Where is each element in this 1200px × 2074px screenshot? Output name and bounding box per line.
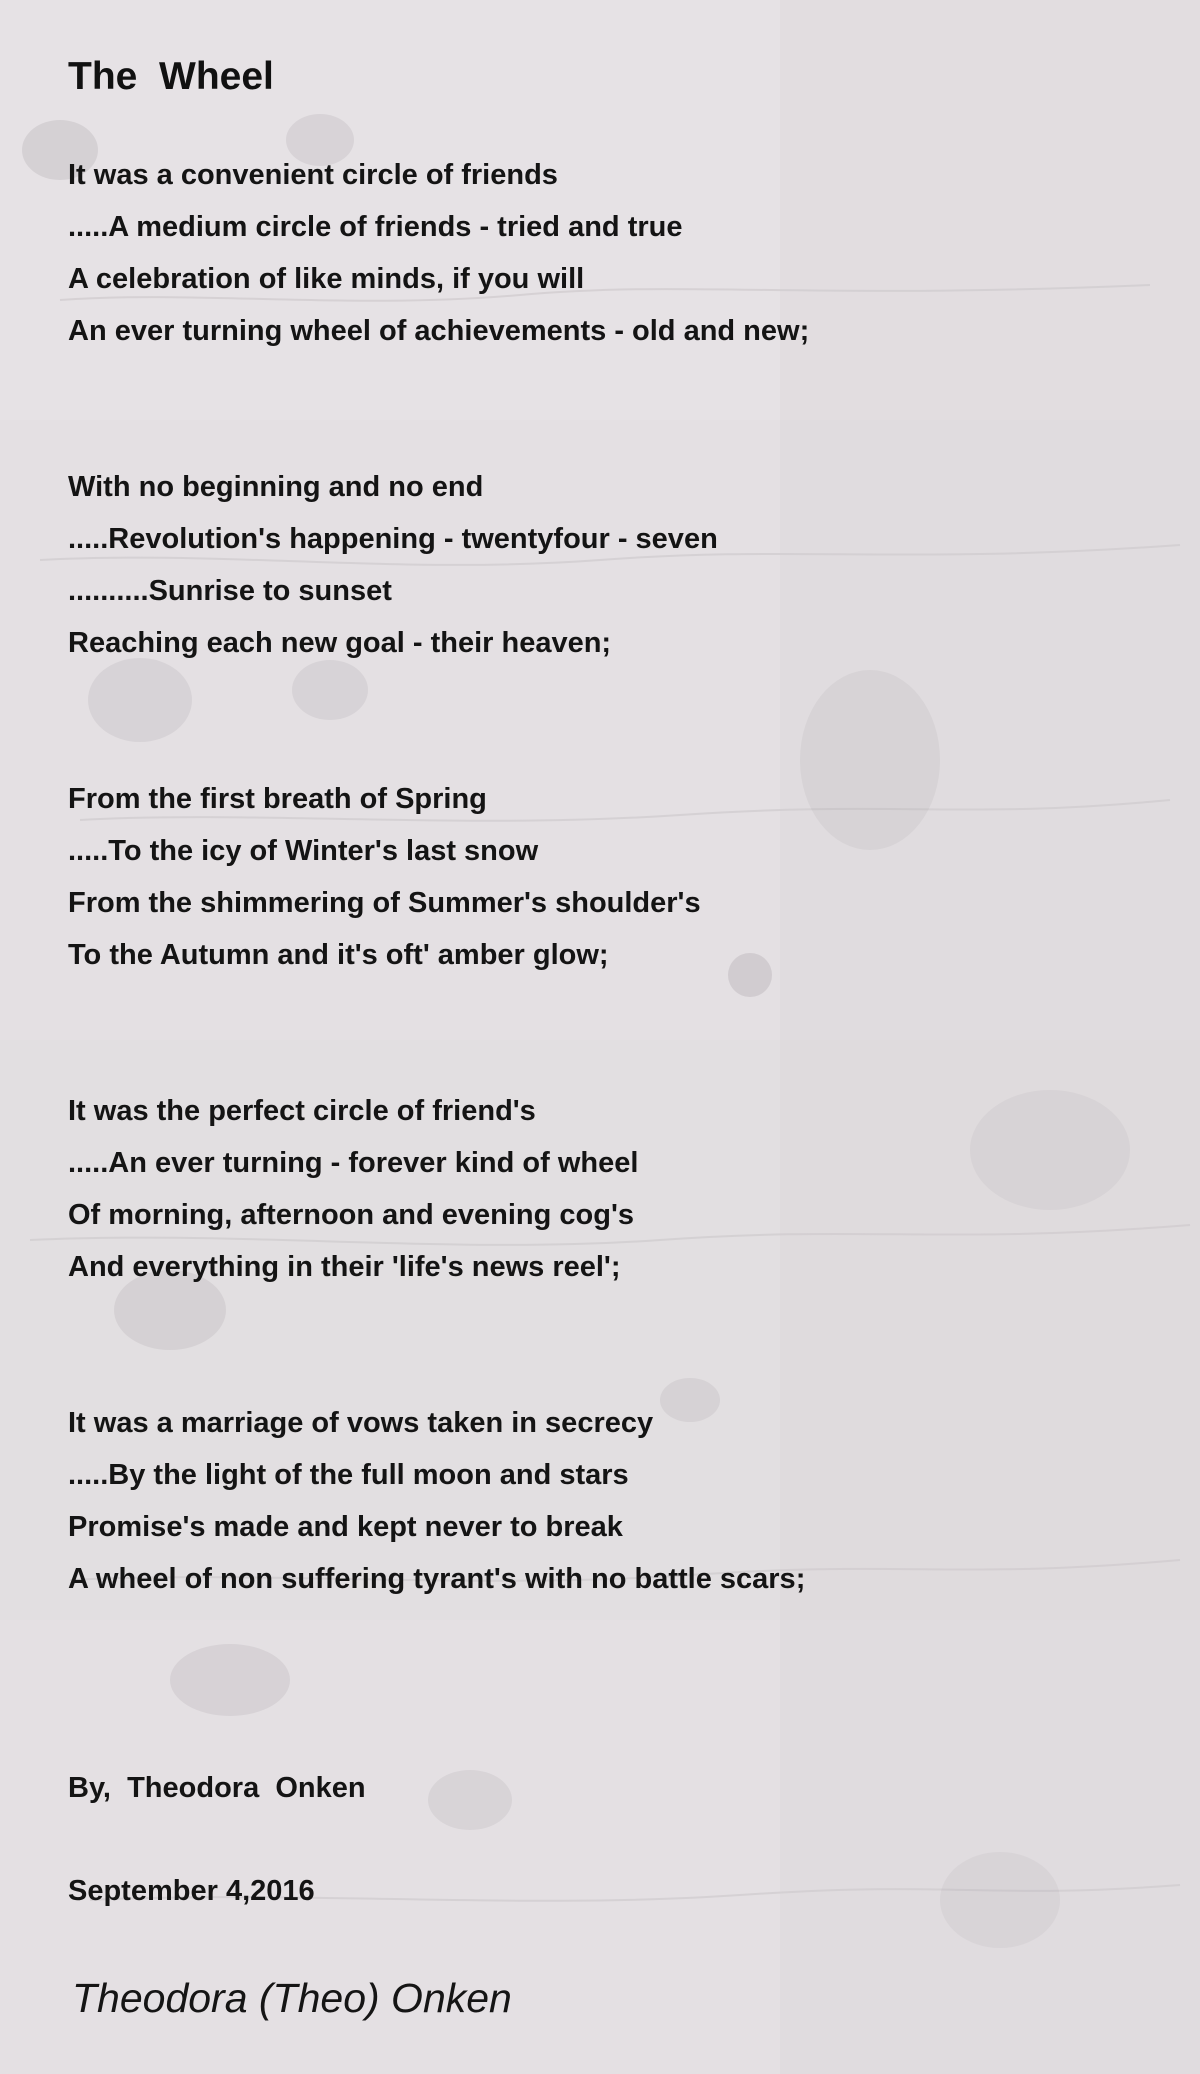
poem-line: A celebration of like minds, if you will <box>68 263 585 295</box>
poem-line: ..........Sunrise to sunset <box>68 575 392 607</box>
author-name: Theodora (Theo) Onken <box>72 1975 512 2021</box>
poem-line: .....An ever turning - forever kind of wheel <box>68 1147 639 1179</box>
poem-line: Promise's made and kept never to break <box>68 1511 623 1543</box>
poem-line: It was a marriage of vows taken in secrecy <box>68 1407 654 1439</box>
poem-title: The Wheel <box>68 55 274 98</box>
poem-line: Of morning, afternoon and evening cog's <box>68 1199 634 1231</box>
poem-line: It was the perfect circle of friend's <box>68 1095 536 1127</box>
poem-byline: By, Theodora Onken <box>68 1772 366 1804</box>
poem-line: Reaching each new goal - their heaven; <box>68 627 612 659</box>
poem-line: .....A medium circle of friends - tried and true <box>68 211 683 243</box>
poem-line: .....To the icy of Winter's last snow <box>68 835 539 867</box>
poem-line: An ever turning wheel of achievements - old and new; <box>68 315 810 347</box>
poem-line: .....Revolution's happening - twentyfour - seven <box>68 523 718 555</box>
poem-stanza <box>68 461 718 669</box>
poem-stanza <box>68 1085 638 1293</box>
poem-line: And everything in their 'life's news reel'; <box>68 1251 621 1283</box>
poem-line: From the first breath of Spring <box>68 783 487 815</box>
poem-line: It was a convenient circle of friends <box>68 159 558 191</box>
poem-date: September 4,2016 <box>68 1875 315 1907</box>
poem-stanza <box>68 149 809 357</box>
poem-line: A wheel of non suffering tyrant's with no battle scars; <box>68 1563 806 1595</box>
poem-line: To the Autumn and it's oft' amber glow; <box>68 939 609 971</box>
poem-line: From the shimmering of Summer's shoulder's <box>68 887 701 919</box>
poem-stanza <box>68 1397 805 1605</box>
poem-line: .....By the light of the full moon and stars <box>68 1459 629 1491</box>
poem-line: With no beginning and no end <box>68 471 484 503</box>
poem-stanza <box>68 773 701 981</box>
